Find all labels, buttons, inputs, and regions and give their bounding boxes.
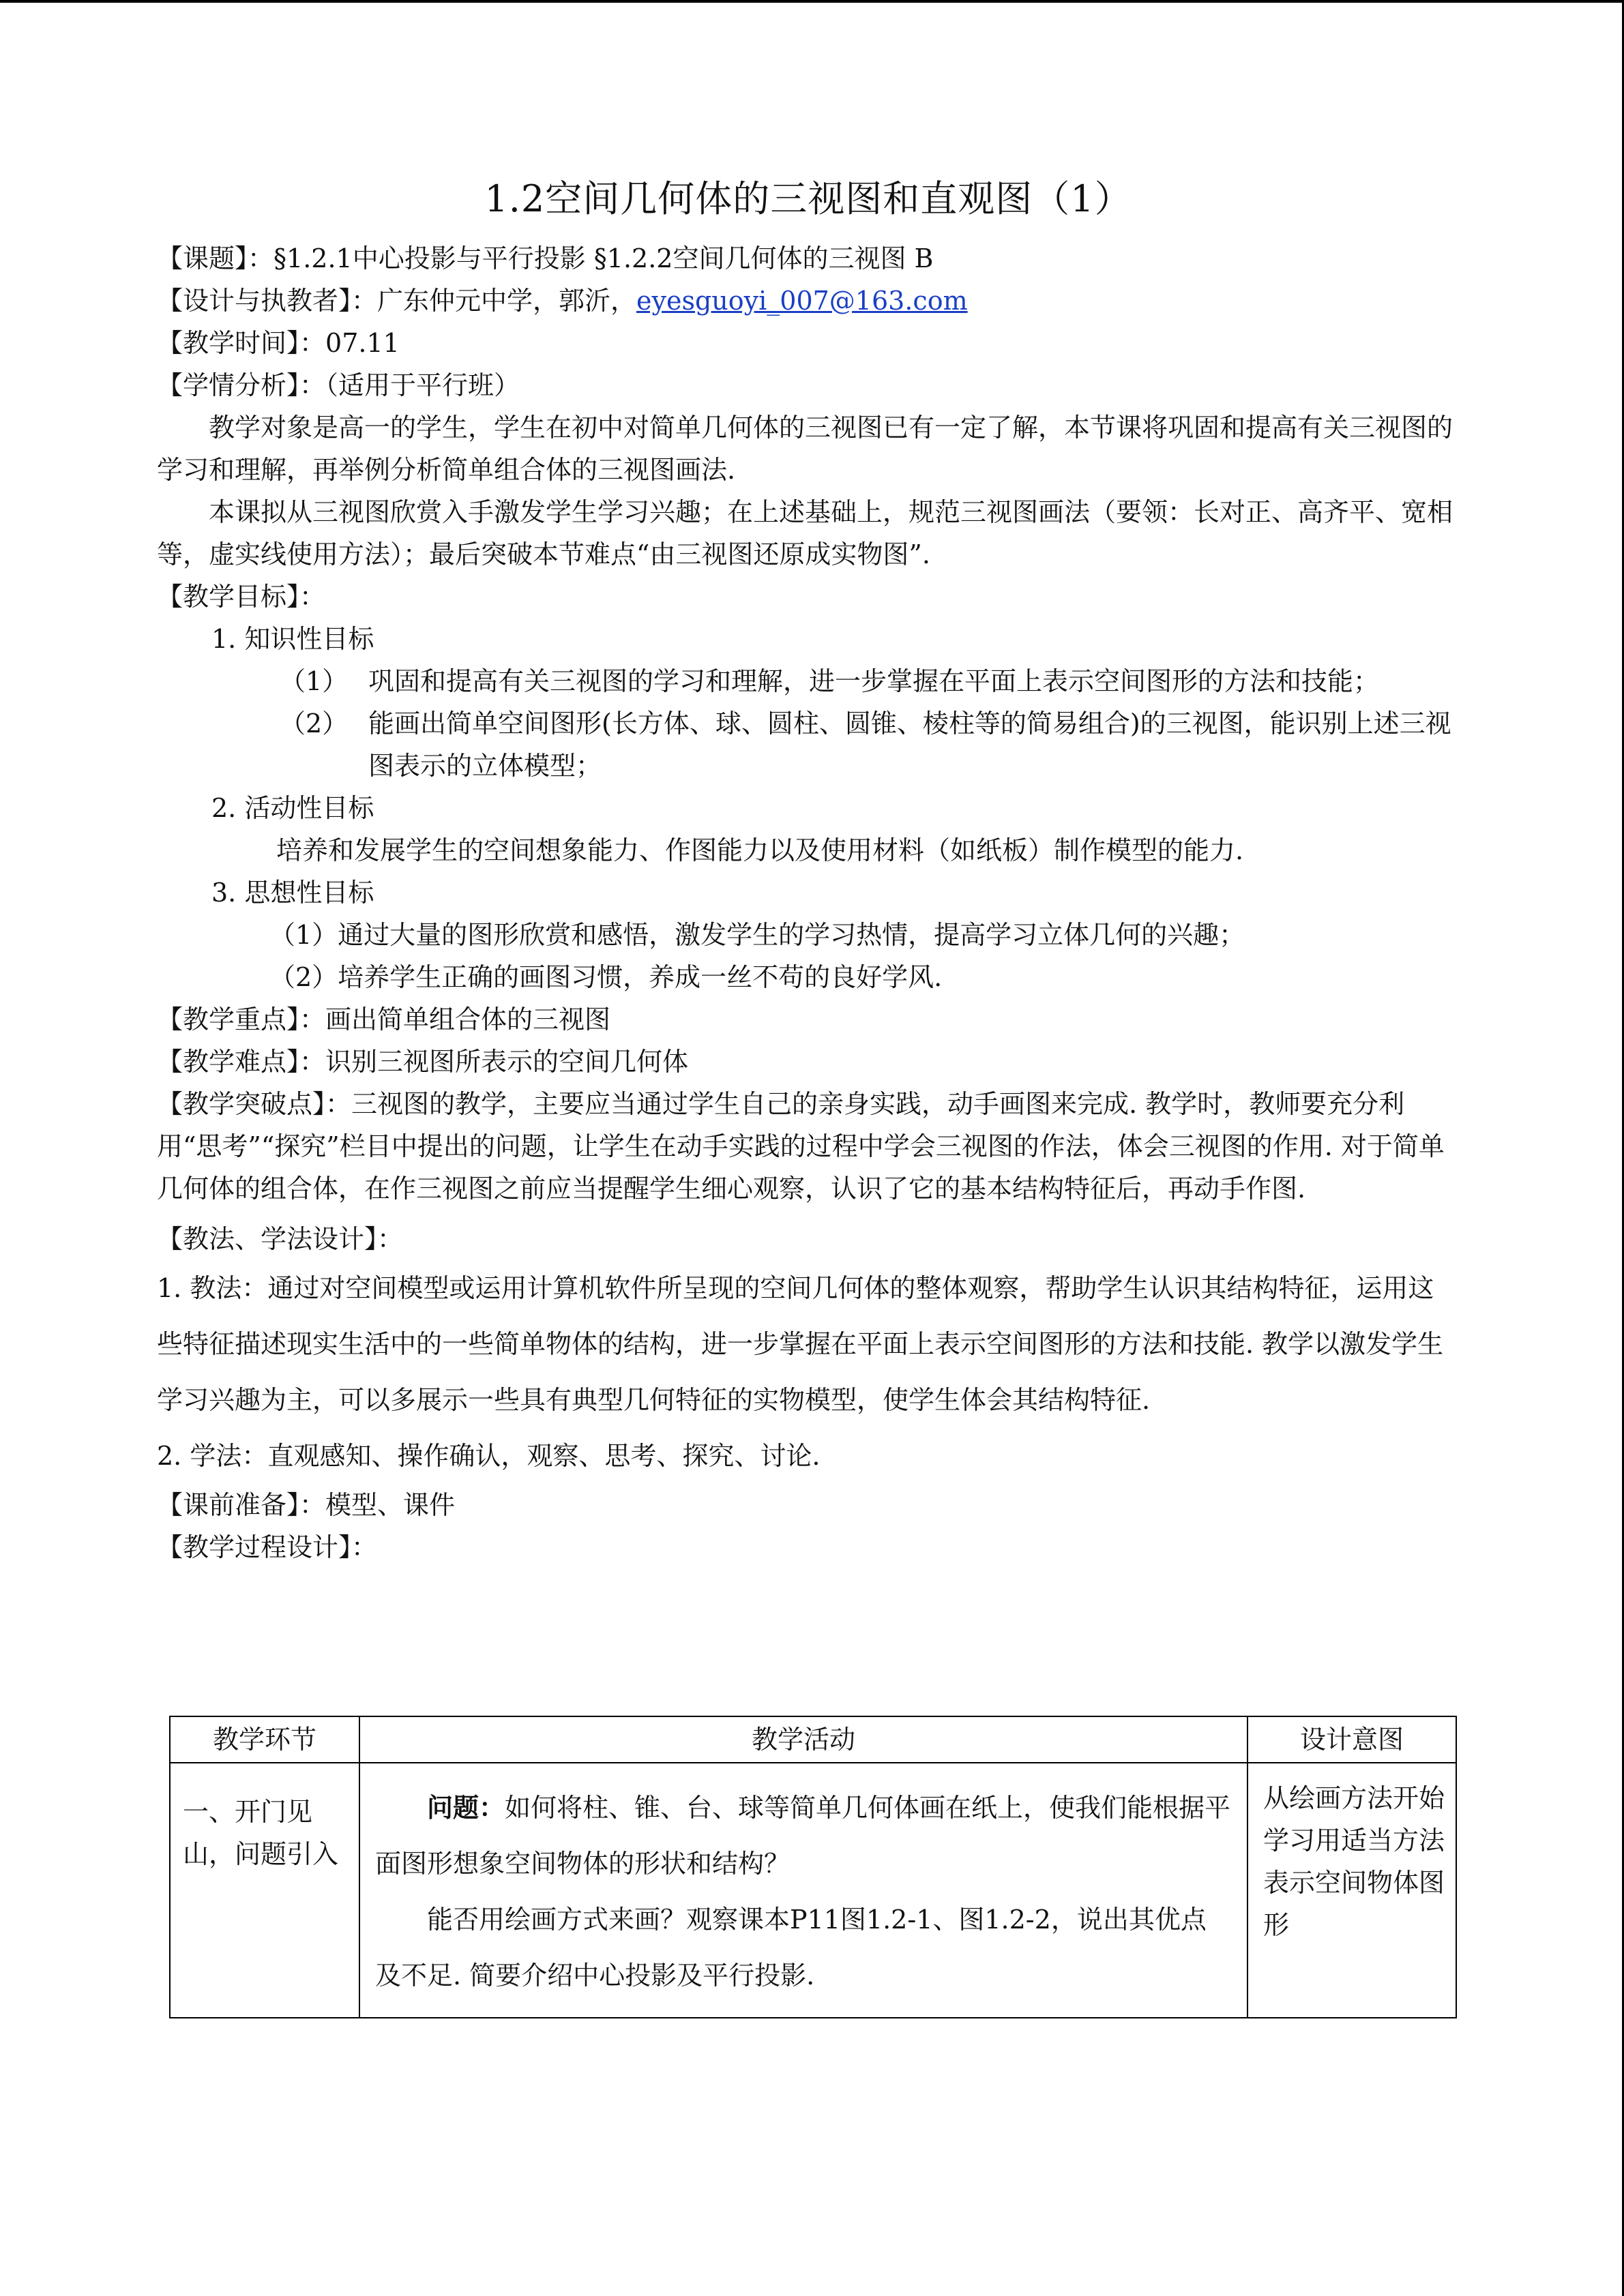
question-text: 如何将柱、锥、台、球等简单几何体画在纸上，使我们能根据平面图形想象空间物体的形状和结构？ xyxy=(375,1793,1231,1879)
key-point-text: 画出简单组合体的三视图 xyxy=(325,1004,611,1034)
goal-1-item xyxy=(157,660,1460,702)
difficulty-line xyxy=(157,1041,1460,1083)
breakthrough-text: 三视图的教学，主要应当通过学生自己的亲身实践，动手画图来完成. 教学时，教师要充分利用“思考”“探究”栏目中提出的问题，让学生在动手实践的过程中学会三视图的作法，体会三视图的作用. 对于简单几何体的组合体，在作三视图之前应当提醒学生细心观察，认识了它的基本结构特征后，再动手作图. xyxy=(157,1089,1445,1204)
time-label: 【教学时间】： xyxy=(157,328,326,358)
stage-cell: 一、开门见山，问题引入 xyxy=(170,1763,359,2018)
difficulty-label: 【教学难点】： xyxy=(157,1047,326,1077)
goal-1-item-text: 能画出简单空间图形(长方体、球、圆柱、圆锥、棱柱等的简易组合)的三视图，能识别上述三视图表示的立体模型； xyxy=(368,709,1451,781)
time-line xyxy=(157,322,1460,364)
header-intent: 设计意图 xyxy=(1247,1716,1456,1763)
goals-label: 【教学目标】： xyxy=(157,582,326,612)
header-stage: 教学环节 xyxy=(170,1716,359,1763)
activity-cell xyxy=(359,1763,1247,2018)
process-label: 【教学过程设计】： xyxy=(157,1532,378,1562)
goal-3-heading: 3. 思想性目标 xyxy=(211,878,374,908)
method-learning: 2. 学法：直观感知、操作确认，观察、思考、探究、讨论. xyxy=(157,1441,821,1471)
email-link[interactable]: eyesguoyi_007@163.com xyxy=(636,286,968,316)
activity-question xyxy=(375,1780,1232,1892)
prep-line xyxy=(157,1484,1460,1526)
lesson-plan-table xyxy=(169,1716,1457,2018)
page-title: 1.2空间几何体的三视图和直观图（1） xyxy=(484,177,1132,220)
question-label: 问题： xyxy=(427,1792,505,1823)
goal-3-item: （1）通过大量的图形欣赏和感悟，激发学生的学习热情，提高学习立体几何的兴趣； xyxy=(269,920,1245,950)
goal-2-text: 培养和发展学生的空间想象能力、作图能力以及使用材料（如纸板）制作模型的能力. xyxy=(276,835,1244,865)
goal-1-item-text: 巩固和提高有关三视图的学习和理解，进一步掌握在平面上表示空间图形的方法和技能； xyxy=(368,666,1380,696)
analysis-line xyxy=(157,364,1460,406)
prep-text: 模型、课件 xyxy=(325,1490,456,1520)
analysis-paragraph-2: 本课拟从三视图欣赏入手激发学生学习兴趣；在上述基础上，规范三视图画法（要领：长对正、高齐平、宽相等，虚实线使用方法）；最后突破本节难点“由三视图还原成实物图”. xyxy=(157,497,1453,569)
analysis-note: （适用于平行班） xyxy=(325,370,520,400)
prep-label: 【课前准备】： xyxy=(157,1490,326,1520)
analysis-paragraph-1: 教学对象是高一的学生，学生在初中对简单几何体的三视图已有一定了解，本节课将巩固和提高有关三视图的学习和理解，再举例分析简单组合体的三视图画法. xyxy=(157,413,1453,485)
table-row xyxy=(170,1763,1456,2018)
goal-1-heading: 1. 知识性目标 xyxy=(211,624,374,654)
breakthrough-label: 【教学突破点】： xyxy=(157,1089,352,1119)
table-header-row xyxy=(170,1716,1456,1763)
page-top-border xyxy=(0,0,1624,3)
goal-1-item-number: （2） xyxy=(280,709,349,739)
analysis-label: 【学情分析】： xyxy=(157,370,326,400)
designer-line xyxy=(157,280,1460,322)
document-body xyxy=(157,237,1460,1568)
header-activity: 教学活动 xyxy=(359,1716,1247,1763)
goal-1-item-number: （1） xyxy=(280,666,349,696)
topic-label: 【课题】： xyxy=(157,243,274,273)
method-teaching: 1. 教法：通过对空间模型或运用计算机软件所呈现的空间几何体的整体观察，帮助学生认识其结构特征，运用这些特征描述现实生活中的一些简单物体的结构，进一步掌握在平面上表示空间图形的方法和技能. 教学以激发学生学习兴趣为主，可以多展示一些具有典型几何特征的实物模型，使学生体会其结构特征. xyxy=(157,1273,1444,1415)
topic-text: §1.2.1中心投影与平行投影 §1.2.2空间几何体的三视图 B xyxy=(274,243,934,273)
methods-label: 【教法、学法设计】： xyxy=(157,1224,404,1254)
designer-label: 【设计与执教者】： xyxy=(157,286,378,316)
breakthrough-paragraph xyxy=(157,1083,1460,1210)
key-point-label: 【教学重点】： xyxy=(157,1004,326,1034)
goal-2-heading: 2. 活动性目标 xyxy=(211,793,374,823)
goal-1-item xyxy=(157,702,1460,787)
activity-text: 能否用绘画方式来画？观察课本P11图1.2-1、图1.2-2，说出其优点及不足. 简要介绍中心投影及平行投影. xyxy=(375,1905,1207,1991)
key-point-line xyxy=(157,998,1460,1041)
designer-text: 广东仲元中学，郭沂， xyxy=(377,286,637,316)
difficulty-text: 识别三视图所表示的空间几何体 xyxy=(325,1047,689,1077)
topic-line xyxy=(157,237,1460,280)
goal-3-item: （2）培养学生正确的画图习惯，养成一丝不苟的良好学风. xyxy=(269,962,943,992)
time-text: 07.11 xyxy=(325,328,400,358)
intent-cell: 从绘画方法开始学习用适当方法表示空间物体图形 xyxy=(1247,1763,1456,2018)
